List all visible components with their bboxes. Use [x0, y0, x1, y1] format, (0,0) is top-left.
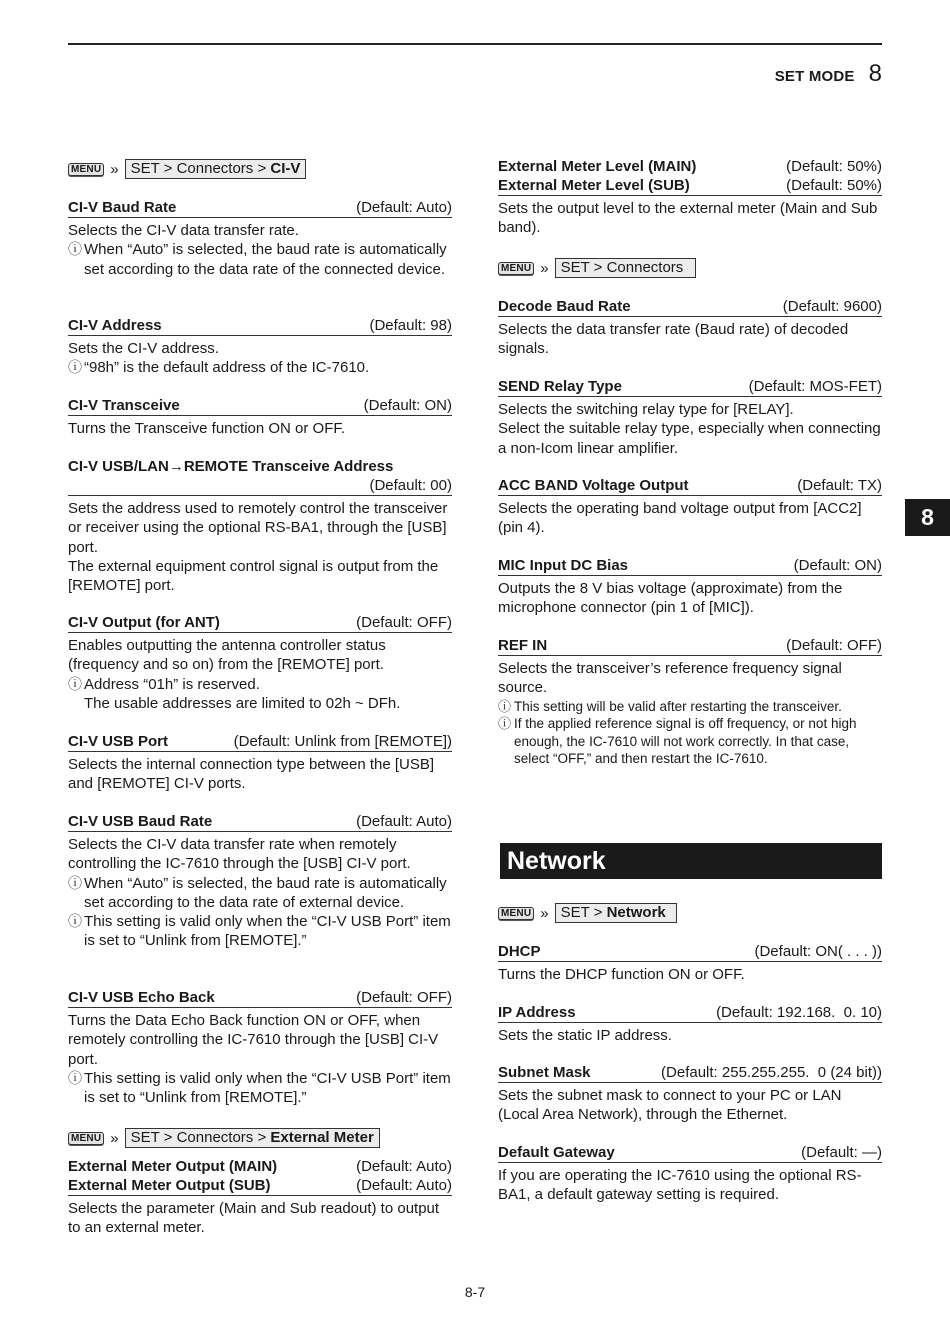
item-default-gateway	[498, 1143, 882, 1205]
item-ref-in	[498, 636, 882, 768]
item-civ-usb-lan-remote	[68, 457, 452, 595]
menu-path-network: MENU » SET > Network	[498, 903, 882, 923]
item-description: Sets the address used to remotely control the transceiver or receiver using the optional RS-BA1, through the [USB] port. The external equipment control signal is output from the [REMOTE] port.	[68, 500, 448, 595]
top-rule	[68, 43, 882, 45]
item-civ-usb-port	[68, 732, 452, 794]
item-external-meter-level	[498, 157, 882, 238]
menu-key-icon: MENU	[68, 163, 104, 176]
item-description: Outputs the 8 V bias voltage (approximate) from the microphone connector (pin 1 of [MIC]).	[498, 580, 843, 617]
item-description: If you are operating the IC-7610 using the optional RS-BA1, a default gateway setting is required.	[498, 1167, 862, 1204]
page-number: 8-7	[464, 1284, 486, 1300]
item-heading: Subnet Mask (Default: 255.255.255. 0 (24 bit))	[498, 1064, 882, 1081]
item-heading: CI-V Baud Rate (Default: Auto)	[68, 199, 452, 216]
item-heading: CI-V USB Echo Back (Default: OFF)	[68, 989, 452, 1006]
item-description: Selects the CI-V data transfer rate. ⓘ When “Auto” is selected, the baud rate is automatically set according to the data rate of the connected device.	[68, 221, 452, 279]
item-external-meter-output	[68, 1157, 452, 1238]
menu-key-icon: MENU	[498, 907, 534, 920]
info-note: ⓘ If the applied reference signal is off frequency, or not high enough, the IC-7610 will not work correctly. In that case, select “OFF,” and then restart the IC-7610.	[498, 715, 882, 768]
info-note: ⓘ This setting is valid only when the “CI-V USB Port” item is set to “Unlink from [REMOTE].”	[68, 912, 452, 951]
item-heading: CI-V USB Port (Default: Unlink from [REMOTE])	[68, 733, 452, 750]
item-description: Sets the subnet mask to connect to your PC or LAN (Local Area Network), through the Ethernet.	[498, 1087, 842, 1124]
info-note: ⓘ This setting is valid only when the “CI-V USB Port” item is set to “Unlink from [REMOTE].”	[68, 1069, 452, 1108]
item-heading: External Meter Output (MAIN) (Default: Auto) External Meter Output (SUB) (Default: Auto)	[68, 1158, 452, 1194]
item-description: Sets the CI-V address. ⓘ “98h” is the default address of the IC-7610.	[68, 339, 452, 378]
path-box: SET > Connectors	[555, 258, 697, 278]
chapter-side-tab: 8	[905, 499, 950, 536]
item-description: Enables outputting the antenna controller status (frequency and so on) from the [REMOTE] port. ⓘ Address “01h” is reserved. The usable addresses are limited to 02h ~ DFh.	[68, 636, 452, 713]
item-description: Selects the data transfer rate (Baud rate) of decoded signals.	[498, 321, 849, 358]
item-description: Turns the Data Echo Back function ON or OFF, when remotely controlling the IC-7610 through the [USB] CI-V port. ⓘ This setting is valid only when the “CI-V USB Port” item is set to “Unlink from [REMOTE].”	[68, 1011, 452, 1107]
path-box: SET > Connectors > CI-V	[125, 159, 307, 179]
item-ip-address	[498, 1003, 882, 1045]
item-heading: REF IN (Default: OFF)	[498, 637, 882, 654]
chapter-number: 8	[868, 60, 882, 87]
item-heading: CI-V Transceive (Default: ON)	[68, 397, 452, 414]
section-title-network: Network	[498, 843, 882, 879]
path-box: SET > Network	[555, 903, 677, 923]
item-civ-usb-echo-back	[68, 988, 452, 1107]
item-heading: ACC BAND Voltage Output (Default: TX)	[498, 477, 882, 494]
info-note: ⓘ “98h” is the default address of the IC-7610.	[68, 358, 452, 377]
item-civ-output-ant	[68, 613, 452, 713]
item-heading: CI-V USB/LAN→REMOTE Transceive Address (Default: 00)	[68, 458, 452, 494]
item-heading: CI-V Output (for ANT) (Default: OFF)	[68, 614, 452, 631]
info-note: ⓘ Address “01h” is reserved.	[68, 675, 452, 694]
chapter-header	[775, 60, 882, 88]
item-description: Selects the internal connection type between the [USB] and [REMOTE] CI-V ports.	[68, 756, 435, 793]
item-description: Selects the parameter (Main and Sub readout) to output to an external meter.	[68, 1200, 440, 1237]
item-heading: Default Gateway (Default: —)	[498, 1144, 882, 1161]
item-decode-baud-rate	[498, 297, 882, 359]
menu-key-icon: MENU	[68, 1132, 104, 1145]
item-description: Selects the operating band voltage output from [ACC2] (pin 4).	[498, 500, 862, 537]
path-box: SET > Connectors > External Meter	[125, 1128, 380, 1148]
item-description: Turns the DHCP function ON or OFF.	[498, 966, 745, 983]
menu-key-icon: MENU	[498, 262, 534, 275]
item-description: Selects the CI-V data transfer rate when remotely controlling the IC-7610 through the [USB] CI-V port. ⓘ When “Auto” is selected, the baud rate is automatically set according to the data rate of external device. ⓘ This setting is valid only when the “CI-V USB Port” item is set to “Unlink from [REMOTE].”	[68, 835, 452, 951]
item-description: Sets the output level to the external meter (Main and Sub band).	[498, 200, 878, 237]
item-subnet-mask	[498, 1063, 882, 1125]
item-acc-band-voltage-output	[498, 476, 882, 538]
item-description: Turns the Transceive function ON or OFF.	[68, 420, 346, 437]
info-note: ⓘ When “Auto” is selected, the baud rate is automatically set according to the data rate of external device.	[68, 874, 452, 913]
item-civ-baud-rate	[68, 198, 452, 279]
item-heading: SEND Relay Type (Default: MOS-FET)	[498, 378, 882, 395]
item-heading: IP Address (Default: 192.168. 0. 10)	[498, 1004, 882, 1021]
item-heading: DHCP (Default: ON( . . . ))	[498, 943, 882, 960]
item-dhcp	[498, 942, 882, 984]
item-heading: Decode Baud Rate (Default: 9600)	[498, 298, 882, 315]
item-send-relay-type	[498, 377, 882, 458]
item-civ-address	[68, 316, 452, 378]
menu-path-external-meter: MENU » SET > Connectors > External Meter	[68, 1128, 452, 1148]
item-mic-input-dc-bias	[498, 556, 882, 618]
menu-path-civ: MENU » SET > Connectors > CI-V	[68, 159, 452, 179]
info-note: ⓘ This setting will be valid after restarting the transceiver.	[498, 698, 882, 716]
item-description: Selects the transceiver’s reference frequency signal source. ⓘ This setting will be valid after restarting the transceiver. ⓘ If the applied reference signal is off frequency, or not high enough, the IC-7610 will not work correctly. In that case, select “OFF,” and then restart the IC-7610.	[498, 659, 882, 768]
info-note: ⓘ When “Auto” is selected, the baud rate is automatically set according to the data rate of the connected device.	[68, 240, 452, 279]
item-description: Sets the static IP address.	[498, 1027, 672, 1044]
item-civ-usb-baud-rate	[68, 812, 452, 951]
item-heading: External Meter Level (MAIN) (Default: 50%) External Meter Level (SUB) (Default: 50%)	[498, 158, 882, 194]
item-civ-transceive	[68, 396, 452, 438]
item-description: Selects the switching relay type for [RELAY]. Select the suitable relay type, especially when connecting a non-Icom linear amplifier.	[498, 401, 881, 457]
item-heading: CI-V USB Baud Rate (Default: Auto)	[68, 813, 452, 830]
menu-path-connectors: MENU » SET > Connectors	[498, 258, 882, 278]
item-heading: CI-V Address (Default: 98)	[68, 317, 452, 334]
item-heading: MIC Input DC Bias (Default: ON)	[498, 557, 882, 574]
chapter-title: SET MODE	[774, 68, 855, 85]
